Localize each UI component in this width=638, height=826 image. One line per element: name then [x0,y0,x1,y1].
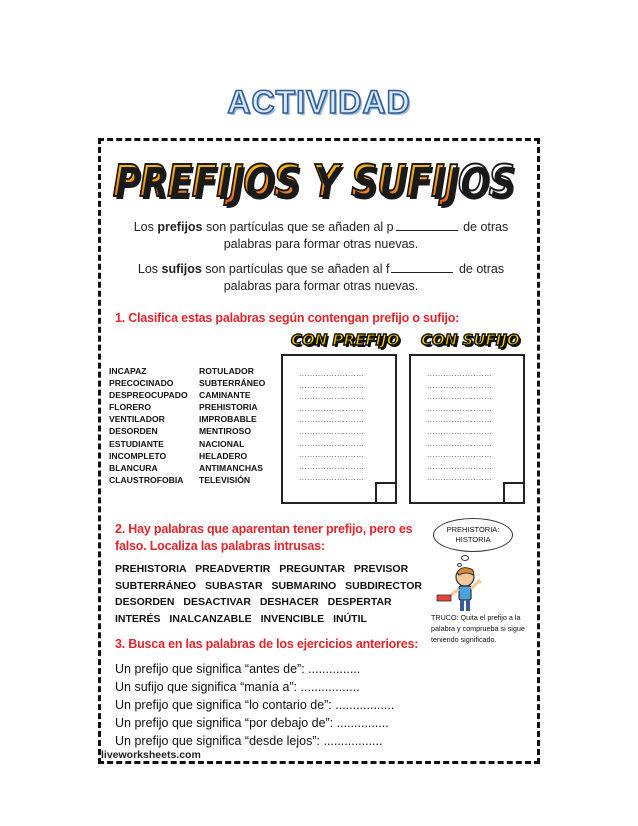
definition-text: son partículas que se añaden al p [202,220,394,234]
intrusas-row: PREHISTORIA PREADVERTIR PREGUNTAR PREVISOR [115,563,409,575]
prompt-line[interactable]: Un prefijo que significa “antes de”: ............... [115,662,361,676]
dot-line[interactable]: ........................ [427,369,493,378]
prompt-line[interactable]: Un sufijo que significa “manía a”: ................. [115,680,360,694]
word-item: CAMINANTE [199,390,251,401]
bubble-text: HISTORIA [455,535,491,544]
word-item: CLAUSTROFOBIA [109,474,184,485]
word-item: INCAPAZ [109,366,147,376]
word-item: MENTIROSO [199,426,252,437]
word-list-col1 [109,365,188,486]
definition-text: palabras para formar otras nuevas. [223,237,419,251]
exercise2-title-line: falso. Localiza las palabras intrusas: [115,539,325,553]
page-fold-icon [503,482,525,504]
word-item: DESORDEN [109,426,158,437]
word-item: VENTILADOR [109,414,165,425]
header-con-prefijo: CON PREFIJO [291,331,400,349]
definition-text: palabras para formar otras nuevas. [223,279,419,293]
answer-box-sufijo[interactable] [409,354,525,504]
dot-line[interactable]: ........................ [299,426,365,436]
banner-title: PREFIJOS Y SUFIJOS [113,151,452,213]
prompt-line[interactable]: Un prefijo que significa “lo contario de”: ................. [115,698,395,712]
definition-text: Los [137,262,162,276]
word-item: ROTULADOR [199,366,254,376]
thought-bubble [433,518,513,552]
answer-lines [299,368,364,484]
dot-line[interactable]: ........................ [299,415,365,425]
footer-brand: liveworksheets.com [101,749,201,761]
dot-line[interactable]: ........................ [427,380,493,390]
truco-hint: TRUCO: Quita el prefijo a la palabra y comprueba si sigue teniendo significado. [431,613,525,644]
word-item: PREHISTORIA [199,402,258,413]
blank-line[interactable] [391,263,453,273]
exercise2-title [115,521,412,555]
dot-line[interactable]: ........................ [427,415,493,425]
prompt-line[interactable]: Un prefijo que significa “por debajo de”: ............... [115,716,389,730]
intrusas-row: SUBTERRÁNEO SUBASTAR SUBMARINO SUBDIRECTOR [115,579,422,592]
dot-line[interactable]: ........................ [299,450,365,460]
word-item: ESTUDIANTE [109,438,164,449]
word-item: BLANCURA [109,462,158,473]
word-item: IMPROBABLE [199,414,257,425]
word-item: DESPREOCUPADO [109,390,188,401]
definition-text: Los [133,220,158,234]
bubble-text: PREHISTORIA: [446,525,500,534]
word-item: INCOMPLETO [109,450,167,461]
dot-line[interactable]: ........................ [299,461,365,471]
dot-line[interactable]: ........................ [299,380,365,390]
word-item: SUBTERRÁNEO [199,378,266,389]
dot-line[interactable]: ........................ [427,461,493,471]
dot-line[interactable]: ........................ [427,403,493,413]
word-item: FLORERO [109,402,152,413]
definition-keyword: prefijos [157,220,203,234]
answer-box-prefijo[interactable] [281,354,397,504]
word-item: HELADERO [199,450,248,461]
word-item: NACIONAL [199,438,245,449]
exercise3-title: 3. Busca en las palabras de los ejercicios anteriores: [115,637,419,651]
dot-line[interactable]: ........................ [299,473,365,483]
definition-text: de otras [459,220,509,234]
worksheet [98,138,540,764]
page-fold-icon [375,482,397,504]
thinking-boy-icon [433,565,489,613]
definition-prefijos [121,219,521,253]
answer-lines [427,368,492,484]
dot-line[interactable]: ........................ [427,450,493,460]
intrusas-row: DESORDEN DESACTIVAR DESHACER DESPERTAR [115,596,392,608]
dot-line[interactable]: ........................ [427,392,493,402]
prompt-line[interactable]: Un prefijo que significa “desde lejos”: ................. [115,734,383,748]
exercise2-title-line: 2. Hay palabras que aparentan tener prefijo, pero es [115,522,413,536]
page-title: ACTIVIDAD [227,84,411,120]
word-item: PRECOCINADO [109,378,174,389]
definition-sufijos [121,261,521,295]
banner [113,151,527,213]
intrusas-row: INTERÉS INALCANZABLE INVENCIBLE INÚTIL [115,612,367,625]
exercise1-title: 1. Clasifica estas palabras según contengan prefijo o sufijo: [115,311,460,325]
blank-line[interactable] [396,221,458,231]
bubble-dot [461,555,469,561]
dot-line[interactable]: ........................ [427,438,493,448]
word-item: ANTIMANCHAS [199,462,263,473]
definition-text: son partículas que se añaden al f [201,262,390,276]
intrusas-word-grid [115,561,422,627]
definition-text: de otras [455,262,505,276]
dot-line[interactable]: ........................ [299,392,365,402]
header-con-sufijo: CON SUFIJO [421,331,520,349]
dot-line[interactable]: ........................ [427,473,493,483]
definition-keyword: sufijos [161,262,202,276]
dot-line[interactable]: ........................ [299,369,365,378]
dot-line[interactable]: ........................ [299,438,365,448]
word-list-col2 [199,365,265,486]
dot-line[interactable]: ........................ [299,403,365,413]
word-item: TELEVISIÓN [199,474,251,485]
dot-line[interactable]: ........................ [427,426,493,436]
exercise3-prompts [115,660,394,750]
